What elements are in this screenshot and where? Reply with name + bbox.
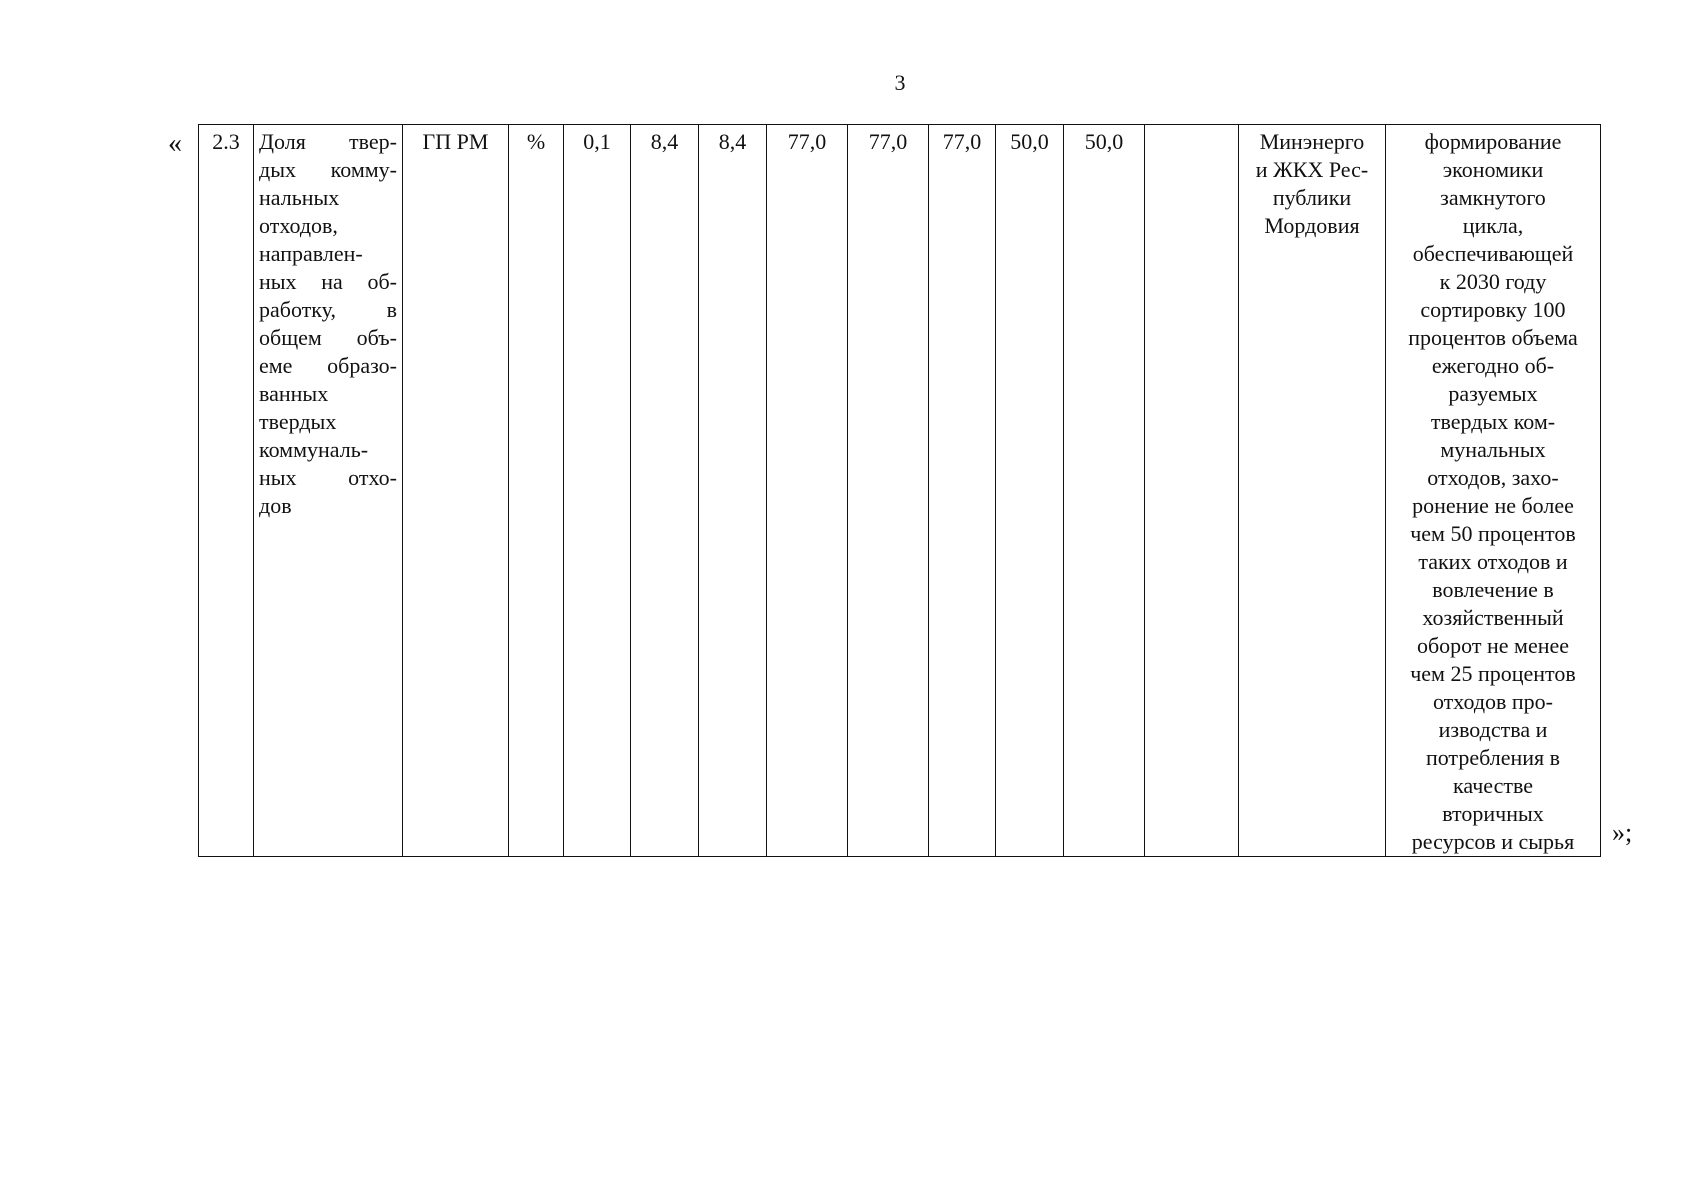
goal-line: ронение не более (1412, 493, 1574, 518)
name-line: ванных (259, 381, 329, 406)
goal-line: сортировку 100 (1420, 297, 1566, 322)
cell-value (1145, 125, 1239, 857)
cell-indicator-name (254, 125, 403, 857)
goal-line: цикла, (1462, 213, 1524, 238)
responsible-line: и ЖКХ Рес- (1255, 157, 1369, 182)
goal-line: формирование (1424, 129, 1562, 154)
opening-quote: « (168, 128, 182, 159)
responsible-line: публики (1272, 185, 1352, 210)
cell-value: 8,4 (699, 125, 767, 857)
goal-line: ресурсов и сырья (1411, 829, 1575, 854)
name-line: отходов, (259, 213, 338, 238)
goal-line: изводства и (1438, 717, 1548, 742)
name-line: коммуналь- (259, 437, 369, 462)
goal-line: замкнутого (1440, 185, 1546, 210)
cell-value: 50,0 (1064, 125, 1145, 857)
cell-unit: % (509, 125, 564, 857)
goal-line: качестве (1452, 773, 1534, 798)
goal-line: вторичных (1442, 801, 1544, 826)
goal-line: таких отходов и (1418, 549, 1568, 574)
goal-line: экономики (1442, 157, 1544, 182)
cell-responsible (1239, 125, 1386, 857)
responsible-line: Мордовия (1264, 213, 1360, 238)
cell-value: 77,0 (767, 125, 848, 857)
name-line: ных на об- (259, 269, 397, 294)
goal-line: оборот не менее (1416, 633, 1570, 658)
goal-line: к 2030 году (1439, 269, 1547, 294)
name-line: твердых (259, 409, 337, 434)
goal-line: процентов объема (1408, 325, 1578, 350)
goal-line: вовлечение в (1432, 577, 1554, 602)
page-number: 3 (894, 70, 906, 95)
cell-value: 77,0 (929, 125, 996, 857)
goal-line: разуемых (1448, 381, 1538, 406)
cell-source: ГП РМ (403, 125, 509, 857)
goal-line: чем 50 процентов (1410, 521, 1576, 546)
goal-line: обеспечивающей (1412, 241, 1574, 266)
cell-number: 2.3 (199, 125, 254, 857)
name-line: еме образо- (259, 353, 397, 378)
goal-line: чем 25 процентов (1410, 661, 1576, 686)
name-line: дых комму- (259, 157, 397, 182)
name-line: общем объ- (259, 325, 397, 350)
cell-goal (1386, 125, 1601, 857)
cell-value: 50,0 (996, 125, 1064, 857)
goal-line: хозяйственный (1422, 605, 1564, 630)
cell-value: 8,4 (631, 125, 699, 857)
responsible-line: Минэнерго (1259, 129, 1365, 154)
name-line: Доля твер- (259, 129, 397, 154)
name-line: ных отхо- (259, 465, 397, 490)
name-line: работку, в (259, 297, 397, 322)
goal-line: отходов, захо- (1427, 465, 1559, 490)
indicator-table (198, 124, 1601, 857)
table-row (199, 125, 1601, 857)
goal-line: мунальных (1440, 437, 1546, 462)
cell-value: 0,1 (564, 125, 631, 857)
goal-line: отходов про- (1432, 689, 1554, 714)
name-line: направлен- (259, 241, 363, 266)
goal-line: ежегодно об- (1431, 353, 1555, 378)
cell-value: 77,0 (848, 125, 929, 857)
name-line: нальных (259, 185, 340, 210)
closing-quote: »; (1612, 818, 1633, 847)
goal-line: твердых ком- (1430, 409, 1556, 434)
name-line: дов (259, 493, 292, 518)
goal-line: потребления в (1425, 745, 1561, 770)
